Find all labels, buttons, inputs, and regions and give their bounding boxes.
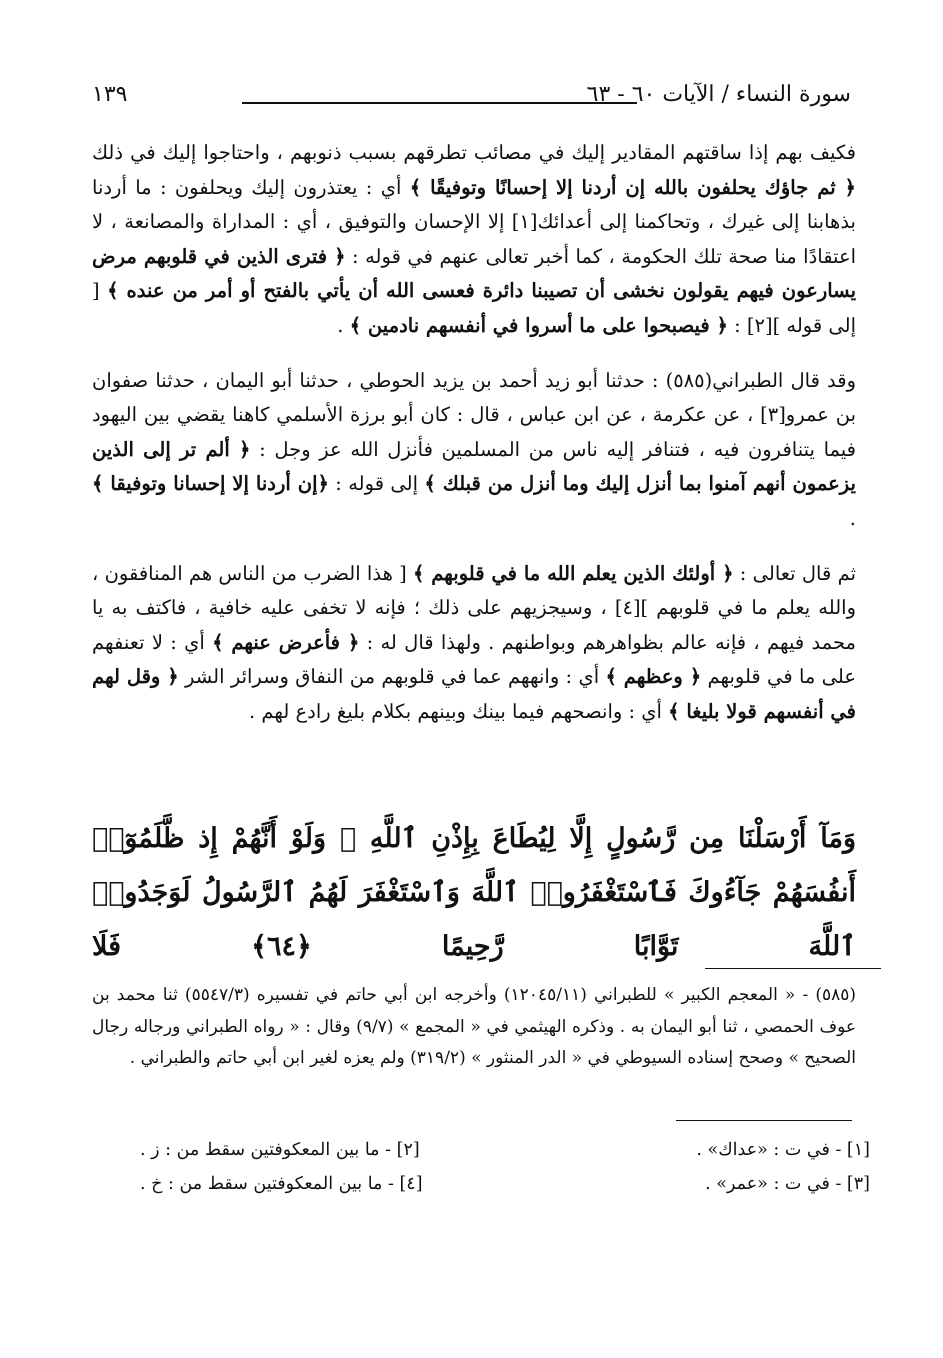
variant-note: [٣] - في ت : «عمر» . <box>705 1174 870 1194</box>
text-segment: : حدثنا أبو زيد أحمد بن يزيد الحوطي ، حدثنا أبو اليمان ، حدثنا صفوان بن عمرو <box>92 368 856 427</box>
quran-quote: ﴿ فترى الذين في قلوبهم مرض يسارعون فيهم يقولون نخشى أن تصيبنا دائرة فعسى الله أن يأتي بالفتح أو أمر من عنده ﴾ <box>92 244 857 303</box>
header-rule <box>242 102 637 104</box>
text-segment: أي : وانههم عما في قلوبهم من النفاق وسرائر الشر <box>178 665 606 689</box>
text-segment: فكيف بهم إذا ساقتهم المقادير إليك في مصائب تطرقهم بسبب ذنوبهم ، واحتاجوا إليك في ذلك <box>92 141 856 164</box>
text-segment: . <box>337 313 350 337</box>
variant-note: [٤] - ما بين المعكوفتين سقط من : خ . <box>140 1174 423 1194</box>
text-segment: . <box>849 506 856 530</box>
quran-quote: ﴿ ألم تر إلى الذين يزعمون أنهم آمنوا بما أنزل إليك وما أنزل من قبلك ﴾ <box>92 437 856 496</box>
text-segment: أي : يعتذرون إليك ويحلفون : ما أردنا بذهابنا إلى غيرك ، وتحاكمنا إلى أعدائك <box>92 175 856 234</box>
text-segment: [٤] <box>614 596 641 620</box>
text-segment: أي : وانصحهم فيما بينك وبينهم بكلام بليغ رادع لهم . <box>249 699 669 723</box>
textual-variants <box>140 1133 870 1201</box>
quran-quote: ﴿ ثم جاؤك يحلفون بالله إن أردنا إلا إحسانًا وتوفيقًا ﴾ <box>409 175 856 199</box>
footnote: (٥٨٥) - « المعجم الكبير » للطبراني (١٢٠٤٥/١١) وأخرجه ابن أبي حاتم في تفسيره (٥٥٤٧/٣) ثنا محمد بن عوف الحمصي ، ثنا أبو اليمان به . وذكره الهيثمي في « المجمع » (٩/٧) وقال : « رواه الطبراني ورجاله رجال الصحيح » وصحح إسناده السيوطي في « الدر المنثور » (٣١٩/٢) ولم يعزه لغير ابن أبي حاتم والطبراني . <box>92 985 857 1068</box>
paragraph <box>92 364 856 537</box>
text-segment: [ هذا الضرب من الناس هم المنافقون ، والله يعلم ما في قلوبهم ] <box>92 561 856 620</box>
quran-quote: ﴿ فأعرض عنهم ﴾ <box>212 630 360 654</box>
text-segment: (٥٨٥) <box>665 368 713 392</box>
quran-quote: ﴿ وقل لهم في أنفسهم قولا بليغا ﴾ <box>92 665 856 723</box>
variant-note: [١] - في ت : «عداك» . <box>696 1140 870 1160</box>
text-segment: إلا الإحسان والتوفيق ، أي : المداراة والمصانعة ، لا اعتقادًا منا صحة تلك الحكومة ، كما أخبر تعالى عنهم في قوله : <box>92 210 856 268</box>
running-head <box>92 80 851 114</box>
text-segment: أي : لا تعنفهم على ما في قلوبهم <box>92 630 857 689</box>
variant-row <box>140 1167 870 1201</box>
text-segment: [١] <box>511 210 538 234</box>
text-segment: ، عن عكرمة ، عن ابن عباس ، قال : كان أبو برزة الأسلمي كاهنا يقضي بين اليهود فيما يتنافرون فيه ، فتنافر إليه ناس من المسلمين فأنزل الله عز وجل : <box>92 403 856 461</box>
main-text <box>92 136 856 750</box>
paragraph <box>92 136 856 344</box>
text-segment: : <box>727 313 747 337</box>
text-segment: وقد قال الطبراني <box>712 368 856 392</box>
text-segment: ، وسيجزيهم على ذلك ؛ فإنه لا تخفى عليه خافية ، فاكتف به يا محمد فيهم ، فإنه عالم بظواهرهم وبواطنهم . ولهذا قال له : <box>92 596 856 654</box>
footnote-rule <box>705 968 881 969</box>
quran-quote: ﴿إن أردنا إلا إحسانا وتوفيقا ﴾ <box>92 472 329 496</box>
quran-quote: ﴿ فيصبحوا على ما أسروا في أنفسهم نادمين ﴾ <box>349 313 728 337</box>
variant-row <box>140 1133 870 1167</box>
variants-rule <box>676 1120 852 1121</box>
quran-quote: ﴿ أولئك الذين يعلم الله ما في قلوبهم ﴾ <box>413 561 734 585</box>
page-number: ١٣٩ <box>92 82 128 107</box>
quran-verse: وَمَآ أَرْسَلْنَا مِن رَّسُولٍ إِلَّا لِيُطَاعَ بِإِذْنِ ٱللَّهِ ۚ وَلَوْ أَنَّهُمْ إِذ ظَّلَمُوٓا۟ أَنفُسَهُمْ جَآءُوكَ فَٱسْتَغْفَرُوا۟ ٱللَّهَ وَٱسْتَغْفَرَ لَهُمُ ٱلرَّسُولُ لَوَجَدُوا۟ ٱللَّهَ تَوَّابًا رَّحِيمًا ﴿٦٤﴾ فَلَا <box>92 823 856 962</box>
text-segment: ثم قال تعالى : <box>733 561 856 585</box>
surah-heading: سورة النساء / الآيات ٦٠ - ٦٣ <box>586 82 851 107</box>
variant-note: [٢] - ما بين المعكوفتين سقط من : ز . <box>140 1140 420 1160</box>
text-segment: [٢] <box>746 313 773 337</box>
quran-quote: ﴿ وعظهم ﴾ <box>605 665 702 689</box>
paragraph <box>92 557 856 730</box>
text-segment: [٣] <box>760 403 786 427</box>
text-segment: إلى قوله : <box>328 472 425 496</box>
text-segment: [ إلى قوله ] <box>92 279 856 337</box>
